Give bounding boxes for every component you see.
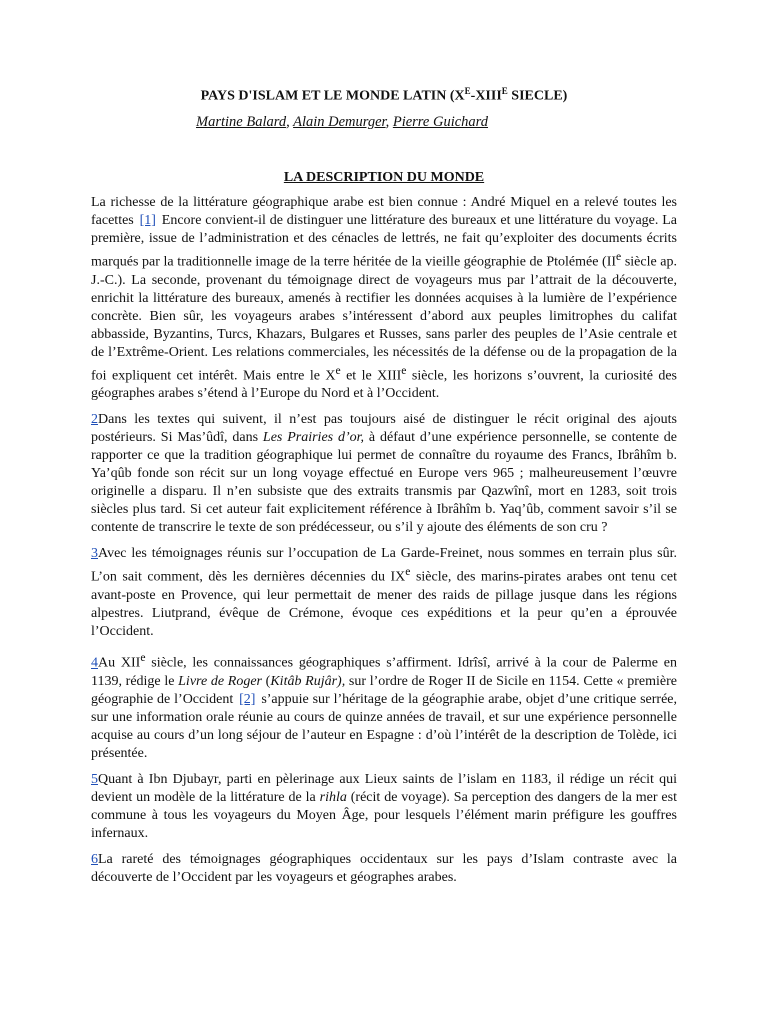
paragraph-text: et le XIII (340, 368, 402, 384)
book-title: Les Prairies d’or, (262, 430, 365, 446)
footnote-link[interactable]: [1] (139, 213, 156, 228)
paragraph-text: Quant à Ibn Djubayr, parti en pèlerinage aux Lieux saints de l’islam en 1183, il rédige un récit qui devient un modèle de la littérature de la (91, 771, 677, 805)
paragraph-6 (91, 851, 677, 887)
term-italic: rihla (319, 789, 347, 805)
superscript: e (401, 363, 407, 377)
superscript: e (335, 363, 341, 377)
paragraph-text: Au XII (98, 655, 141, 671)
paragraph-text: siècle, des marins-pirates arabes ont tenu cet avant-poste en Provence, qui leur permettait de mener des raids de pillage jusque dans les régions alpestres. Liutprand, évêque de Crémone, évoque ces expéditions et la peur qu’en a éprouvée l’Occident. (91, 569, 677, 639)
paragraph-number-link[interactable]: 4 (91, 655, 98, 671)
paragraph-text: Avec les témoignages réunis sur l’occupation de La Garde-Freinet, nous sommes en terrain plus sûr. L’on sait comment, dès les dernières décennies du IX (91, 546, 677, 585)
paragraph-text: (récit de voyage). Sa perception des dangers de la mer est commune à tous les voyageurs du Moyen Âge, pour lesquels l’élément marin préfigure les gouffres infernaux. (91, 789, 677, 841)
paragraph-text: La rareté des témoignages géographiques occidentaux sur les pays d’Islam contraste avec la découverte de l’Occident par les voyageurs et géographes arabes. (91, 851, 677, 885)
superscript: e (140, 650, 146, 664)
paragraph-number-link[interactable]: 5 (91, 771, 98, 787)
page-title (0, 86, 768, 105)
paragraph-text: ( (261, 673, 271, 689)
paragraph-1 (91, 194, 677, 403)
paragraph-3 (91, 545, 677, 641)
title-text: SIECLE) (507, 88, 568, 104)
paragraph-text: à défaut d’une expérience personnelle, se contente de rapporter ce que la tradition géographique lui permet de connaître du royaume des Francs, Ibrâhîm b. Ya’qûb fonde son récit sur un long voyage effectué en Europe vers 965 ; malheureusement l’œuvre originelle a disparu. Il n’en subsiste que des extraits transmis par Qazwînî, mort en 1283, soit trois siècles plus tard. Si cet auteur fait explicitement référence à Ibrâhîm b. Yaq’ûb, comment savoir s’il se contente de transcrire le texte de son prédécesseur, ou s’il y ajoute des éléments de son cru ? (91, 430, 677, 536)
paragraph-number-link[interactable]: 6 (91, 851, 98, 867)
paragraph-text: siècle, les horizons s’ouvrent, la curiosité des géographes arabes s’étend à l’Europe du Nord et à l’Occident. (91, 368, 678, 402)
paragraph-text: Dans les textes qui suivent, il n’est pas toujours aisé de distinguer le récit original des ajouts postérieurs. Si Mas’ûdî, dans (91, 412, 677, 446)
paragraph-text: La richesse de la littérature géographique arabe est bien connue : André Miquel en a relevé toutes les facettes (91, 195, 677, 228)
superscript: e (616, 250, 622, 263)
book-title: Livre de Roger (178, 673, 262, 689)
title-superscript: E (501, 86, 508, 96)
author-list (196, 114, 488, 131)
author-link[interactable]: Martine Balard (196, 114, 287, 130)
author-link[interactable]: Pierre Guichard (392, 114, 489, 130)
title-superscript: E (464, 86, 471, 96)
footnote-link[interactable]: [2] (239, 691, 256, 707)
author-link[interactable]: Alain Demurger (293, 114, 386, 130)
paragraph-text: siècle, les connaissances géographiques s’affirment. Idrîsî, arrivé à la cour de Palerme en 1139, rédige le (91, 655, 678, 689)
section-title: LA DESCRIPTION DU MONDE (283, 170, 485, 185)
paragraph-text: s’appuie sur l’héritage de la géographie arabe, objet d’une critique serrée, sur une information orale réunie au cours de quinze années de travail, et sur une expérience personnelle acquise au cours d’un long séjour de l’auteur en Espagne : d’où l’intérêt de la description de Tolède, ici présentée. (91, 691, 678, 761)
paragraph-number-link[interactable]: 3 (91, 546, 98, 562)
paragraph-text: sur l’ordre de Roger II de Sicile en 1154. Cette « première géographie de l’Occident (91, 673, 677, 707)
paragraph-4 (91, 649, 677, 763)
superscript: e (405, 565, 411, 579)
author-separator: , (286, 114, 294, 130)
document-body (91, 194, 677, 895)
title-text: -XIII (470, 88, 502, 104)
title-text: PAYS D'ISLAM ET LE MONDE LATIN (X (200, 88, 465, 104)
author-separator: , (385, 114, 393, 130)
paragraph-text: siècle ap. J.-C.). La seconde, provenant du témoignage direct de voyageurs mus par l’attrait de la découverte, enrichit la littérature des bureaux, amenés à rectifier les données acquises à la lumière de l’expérience concrète. Bien sûr, les voyageurs arabes s’intéressent d’abord aux peuples limitrophes du califat abbasside, Byzantins, Turcs, Khazars, Bulgares et Russes, sans parler des peuples de l’Asie centrale et de l’Extrême-Orient. Les relations commerciales, les nécessités de la défense ou de la propagation de la foi expliquent cet intérêt. Mais entre le X (91, 254, 677, 384)
paragraph-5 (91, 771, 677, 843)
paragraph-number-link[interactable]: 2 (91, 412, 98, 428)
paragraph-text: Encore convient-il de distinguer une littérature des bureaux et une littérature du voyage. La première, issue de l’administration et des cénacles de lettrés, ne fait qu’exploiter des documents écrits marqués par la traditionnelle image de la terre héritée de la vieille géographie de Ptolémée (II (91, 213, 677, 270)
book-title: Kitâb Rujâr), (270, 673, 346, 689)
paragraph-2 (91, 411, 677, 537)
